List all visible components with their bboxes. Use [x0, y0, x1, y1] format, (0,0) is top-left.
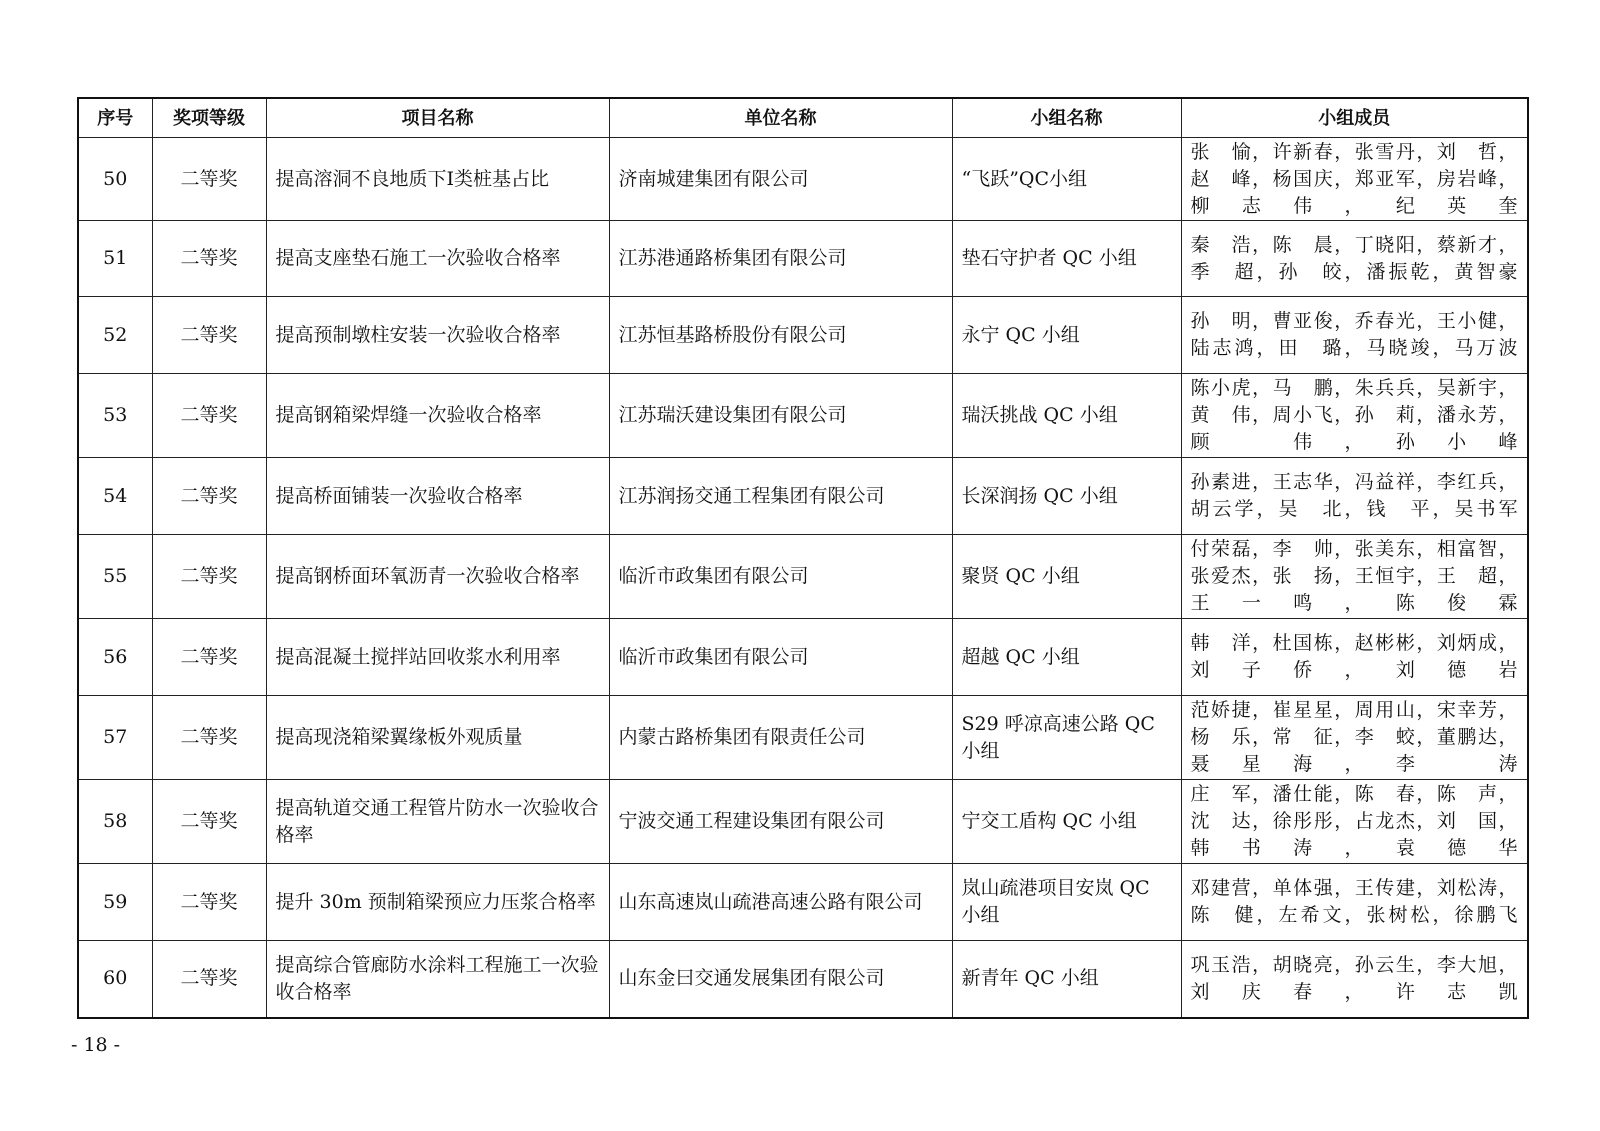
row-number: 54 — [78, 458, 152, 535]
member-line: 赵 峰，杨国庆，郑亚军，房岩峰， — [1190, 167, 1518, 190]
table-row — [78, 458, 1528, 535]
project-name: 提高综合管廊防水涂料工程施工一次验收合格率 — [266, 941, 609, 1018]
row-number: 59 — [78, 864, 152, 941]
unit-name: 内蒙古路桥集团有限责任公司 — [609, 696, 952, 780]
award-level: 二等奖 — [152, 374, 266, 458]
awards-table — [77, 97, 1529, 1019]
member-line: 季 超，孙 皎，潘振乾，黄智豪 — [1190, 260, 1518, 283]
member-line: 付荣磊，李 帅，张美东，相富智， — [1190, 538, 1518, 560]
page-number: - 18 - — [71, 1034, 121, 1056]
table-row — [78, 535, 1528, 619]
group-name: 新青年 QC 小组 — [952, 941, 1181, 1018]
group-members — [1181, 696, 1528, 780]
unit-name: 江苏瑞沃建设集团有限公司 — [609, 374, 952, 458]
row-number: 52 — [78, 297, 152, 374]
unit-name: 临沂市政集团有限公司 — [609, 535, 952, 619]
table-row — [78, 780, 1528, 864]
award-level: 二等奖 — [152, 780, 266, 864]
unit-name: 江苏港通路桥集团有限公司 — [609, 221, 952, 297]
row-number: 60 — [78, 941, 152, 1018]
member-line: 张 愉，许新春，张雪丹，刘 哲， — [1190, 140, 1518, 163]
unit-name: 江苏润扬交通工程集团有限公司 — [609, 458, 952, 535]
member-line: 王一鸣，陈俊霖 — [1190, 592, 1518, 614]
project-name: 提升 30m 预制箱梁预应力压浆合格率 — [266, 864, 609, 941]
award-level: 二等奖 — [152, 941, 266, 1018]
group-name: 长深润扬 QC 小组 — [952, 458, 1181, 535]
member-line: 陈小虎，马 鹏，朱兵兵，吴新宇， — [1190, 377, 1518, 399]
award-level: 二等奖 — [152, 221, 266, 297]
group-members — [1181, 864, 1528, 941]
table-row — [78, 374, 1528, 458]
group-members — [1181, 941, 1528, 1018]
member-line: 陈 健，左希文，张树松，徐鹏飞 — [1190, 904, 1518, 926]
project-name: 提高溶洞不良地质下I类桩基占比 — [266, 138, 609, 221]
project-name: 提高桥面铺装一次验收合格率 — [266, 458, 609, 535]
award-level: 二等奖 — [152, 297, 266, 374]
project-name: 提高钢桥面环氧沥青一次验收合格率 — [266, 535, 609, 619]
header-no: 序号 — [78, 98, 152, 138]
row-number: 55 — [78, 535, 152, 619]
group-members — [1181, 374, 1528, 458]
award-level: 二等奖 — [152, 864, 266, 941]
member-line: 孙素进，王志华，冯益祥，李红兵， — [1190, 471, 1518, 493]
row-number: 57 — [78, 696, 152, 780]
table-row — [78, 221, 1528, 297]
award-level: 二等奖 — [152, 619, 266, 696]
member-line: 巩玉浩，胡晓亮，孙云生，李大旭， — [1190, 953, 1518, 976]
row-number: 58 — [78, 780, 152, 864]
group-name: 聚贤 QC 小组 — [952, 535, 1181, 619]
table-row — [78, 297, 1528, 374]
project-name: 提高支座垫石施工一次验收合格率 — [266, 221, 609, 297]
group-name: 岚山疏港项目安岚 QC 小组 — [952, 864, 1181, 941]
table-row — [78, 619, 1528, 696]
member-line: 沈 达，徐彤彤，占龙杰，刘 国， — [1190, 810, 1518, 832]
row-number: 53 — [78, 374, 152, 458]
unit-name: 宁波交通工程建设集团有限公司 — [609, 780, 952, 864]
group-name: 超越 QC 小组 — [952, 619, 1181, 696]
group-members — [1181, 297, 1528, 374]
member-line: 刘子侨，刘德岩 — [1190, 659, 1518, 681]
unit-name: 山东高速岚山疏港高速公路有限公司 — [609, 864, 952, 941]
header-level: 奖项等级 — [152, 98, 266, 138]
row-number: 51 — [78, 221, 152, 297]
member-line: 柳志伟，纪英奎 — [1190, 194, 1518, 217]
member-line: 秦 浩，陈 晨，丁晓阳，蔡新才， — [1190, 233, 1518, 256]
header-group: 小组名称 — [952, 98, 1181, 138]
group-name: “飞跃”QC小组 — [952, 138, 1181, 221]
group-name: S29 呼凉高速公路 QC 小组 — [952, 696, 1181, 780]
group-members — [1181, 138, 1528, 221]
header-row — [78, 98, 1528, 138]
member-line: 孙 明，曹亚俊，乔春光，王小健， — [1190, 310, 1518, 332]
group-members — [1181, 619, 1528, 696]
group-members — [1181, 458, 1528, 535]
row-number: 56 — [78, 619, 152, 696]
group-name: 瑞沃挑战 QC 小组 — [952, 374, 1181, 458]
member-line: 韩书涛，袁德华 — [1190, 837, 1518, 859]
member-line: 韩 洋，杜国栋，赵彬彬，刘炳成， — [1190, 632, 1518, 654]
unit-name: 临沂市政集团有限公司 — [609, 619, 952, 696]
row-number: 50 — [78, 138, 152, 221]
group-name: 垫石守护者 QC 小组 — [952, 221, 1181, 297]
group-name: 宁交工盾构 QC 小组 — [952, 780, 1181, 864]
member-line: 范娇捷，崔星星，周用山，宋幸芳， — [1190, 699, 1518, 721]
group-name: 永宁 QC 小组 — [952, 297, 1181, 374]
project-name: 提高预制墩柱安装一次验收合格率 — [266, 297, 609, 374]
group-members — [1181, 780, 1528, 864]
table-row — [78, 941, 1528, 1018]
member-line: 杨 乐，常 征，李 蛟，董鹏达， — [1190, 726, 1518, 748]
project-name: 提高混凝土搅拌站回收浆水利用率 — [266, 619, 609, 696]
member-line: 顾 伟，孙小峰 — [1190, 431, 1518, 453]
member-line: 庄 军，潘仕能，陈 春，陈 声， — [1190, 783, 1518, 805]
unit-name: 山东金曰交通发展集团有限公司 — [609, 941, 952, 1018]
award-level: 二等奖 — [152, 696, 266, 780]
group-members — [1181, 221, 1528, 297]
member-line: 胡云学，吴 北，钱 平，吴书军 — [1190, 498, 1518, 520]
project-name: 提高钢箱梁焊缝一次验收合格率 — [266, 374, 609, 458]
member-line: 黄 伟，周小飞，孙 莉，潘永芳， — [1190, 404, 1518, 426]
award-level: 二等奖 — [152, 535, 266, 619]
member-line: 刘庆春，许志凯 — [1190, 980, 1518, 1003]
member-line: 张爱杰，张 扬，王恒宇，王 超， — [1190, 565, 1518, 587]
unit-name: 济南城建集团有限公司 — [609, 138, 952, 221]
project-name: 提高现浇箱梁翼缘板外观质量 — [266, 696, 609, 780]
table-body — [78, 138, 1528, 1018]
table-row — [78, 138, 1528, 221]
table-row — [78, 696, 1528, 780]
member-line: 邓建营，单体强，王传建，刘松涛， — [1190, 877, 1518, 899]
project-name: 提高轨道交通工程管片防水一次验收合格率 — [266, 780, 609, 864]
group-members — [1181, 535, 1528, 619]
header-members: 小组成员 — [1181, 98, 1528, 138]
header-project: 项目名称 — [266, 98, 609, 138]
table-row — [78, 864, 1528, 941]
member-line: 聂星海，李 涛 — [1190, 753, 1518, 775]
header-unit: 单位名称 — [609, 98, 952, 138]
award-level: 二等奖 — [152, 458, 266, 535]
award-level: 二等奖 — [152, 138, 266, 221]
unit-name: 江苏恒基路桥股份有限公司 — [609, 297, 952, 374]
member-line: 陆志鸿，田 璐，马晓竣，马万波 — [1190, 337, 1518, 359]
